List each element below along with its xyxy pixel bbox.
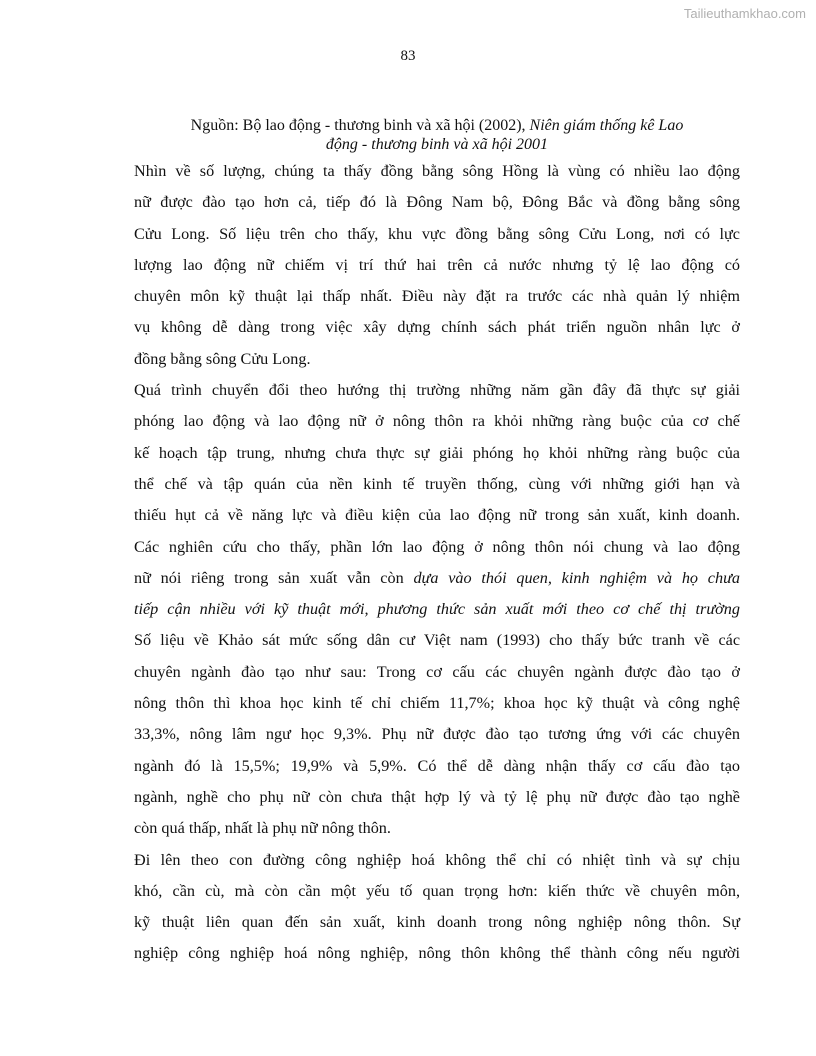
- text-line: nghiệp công nghiệp hoá nông nghiệp, nông thôn không thể thành công nếu người: [134, 944, 740, 963]
- text-line: chuyên ngành đào tạo như sau: Trong cơ cấu các chuyên ngành được đào tạo ở: [134, 662, 740, 681]
- text-line: Quá trình chuyển đổi theo hướng thị trường những năm gần đây đã thực sự giải: [134, 381, 740, 400]
- text-line: chuyên môn kỹ thuật lại thấp nhất. Điều này đặt ra trước các nhà quản lý nhiệm: [134, 287, 740, 306]
- text-line: Số liệu về Khảo sát mức sống dân cư Việt nam (1993) cho thấy bức tranh về các: [134, 631, 740, 650]
- text-line: kỹ thuật liên quan đến sản xuất, kinh doanh trong nông nghiệp nông thôn. Sự: [134, 913, 740, 932]
- text-normal: nữ nói riêng trong sản xuất vẫn còn: [134, 568, 414, 587]
- text-line: Các nghiên cứu cho thấy, phần lớn lao động ở nông thôn nói chung và lao động: [134, 537, 740, 556]
- text-line: ngành, nghề cho phụ nữ còn chưa thật hợp lý và tỷ lệ phụ nữ được đào tạo nghề: [134, 787, 740, 806]
- text-line: vụ không dễ dàng trong việc xây dựng chính sách phát triển nguồn nhân lực ở: [134, 318, 740, 337]
- text-line: Cửu Long. Số liệu trên cho thấy, khu vực đồng bằng sông Cửu Long, nơi có lực: [134, 224, 740, 243]
- watermark: Tailieuthamkhao.com: [683, 6, 806, 21]
- text-line: [134, 594, 740, 625]
- text-line: nữ được đào tạo hơn cả, tiếp đó là Đông Nam bộ, Đông Bắc và đồng bằng sông: [134, 193, 740, 212]
- text-line: lượng lao động nữ chiếm vị trí thứ hai trên cả nước nhưng tỷ lệ lao động có: [134, 255, 740, 274]
- text-italic: dựa vào thói quen, kinh nghiệm và họ chưa: [413, 568, 740, 587]
- text-line: thể chế và tập quán của nền kinh tế truyền thống, cùng với những giới hạn và: [134, 474, 740, 493]
- text-line: [134, 563, 740, 594]
- source-title-line2: động - thương binh và xã hội 2001: [325, 136, 549, 153]
- text-line: phóng lao động và lao động nữ ở nông thôn ra khỏi những ràng buộc của cơ chế: [134, 412, 740, 431]
- text-line: nông thôn thì khoa học kinh tế chỉ chiếm 11,7%; khoa học kỹ thuật và công nghệ: [134, 694, 740, 713]
- text-line: còn quá thấp, nhất là phụ nữ nông thôn.: [134, 819, 391, 838]
- source-title-line1: Niên giám thống kê Lao: [529, 117, 684, 134]
- source-citation: [134, 116, 740, 154]
- source-prefix: Nguồn: Bộ lao động - thương binh và xã hội (2002),: [190, 117, 530, 134]
- text-line: thiếu hụt cả về năng lực và điều kiện của lao động nữ trong sản xuất, kinh doanh.: [134, 506, 740, 525]
- text-line: 33,3%, nông lâm ngư học 9,3%. Phụ nữ được đào tạo tương ứng với các chuyên: [134, 725, 740, 744]
- text-line: Nhìn về số lượng, chúng ta thấy đồng bằng sông Hồng là vùng có nhiều lao động: [134, 162, 740, 180]
- body-text: [134, 156, 740, 970]
- text-italic: tiếp cận nhiều với kỹ thuật mới, phương thức sản xuất mới theo cơ chế thị trường: [134, 600, 740, 619]
- text-line: đồng bằng sông Cửu Long.: [134, 349, 311, 368]
- text-line: khó, cần cù, mà còn cần một yếu tố quan trọng hơn: kiến thức về chuyên môn,: [134, 881, 740, 900]
- text-line: ngành đó là 15,5%; 19,9% và 5,9%. Có thể dễ dàng nhận thấy cơ cấu đào tạo: [134, 756, 740, 775]
- page-number: 83: [400, 48, 416, 64]
- text-line: kế hoạch tập trung, nhưng chưa thực sự giải phóng họ khỏi những ràng buộc của: [134, 443, 740, 462]
- text-line: Đi lên theo con đường công nghiệp hoá không thể chỉ có nhiệt tình và sự chịu: [134, 850, 740, 869]
